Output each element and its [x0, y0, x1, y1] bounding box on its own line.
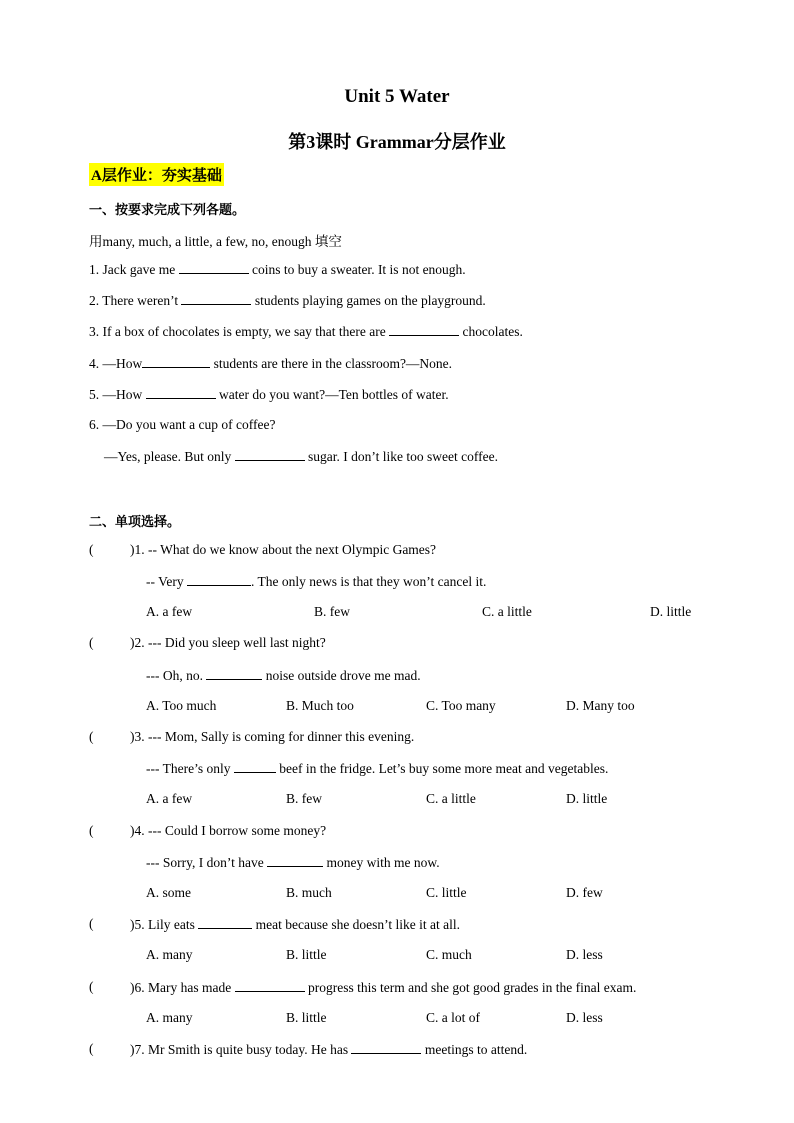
answer-blank[interactable]	[187, 573, 251, 586]
answer-blank[interactable]	[181, 292, 251, 305]
item-text: money with me now.	[323, 855, 440, 870]
option-a[interactable]: A. many	[146, 947, 193, 962]
option-c[interactable]: C. a little	[482, 604, 532, 619]
answer-blank[interactable]	[234, 760, 276, 773]
option-b[interactable]: B. Much too	[286, 698, 354, 713]
answer-blank[interactable]	[235, 979, 305, 992]
item-text: 1. Jack gave me	[89, 262, 179, 277]
question-1: )1. -- What do we know about the next Olympic Games?	[130, 542, 437, 557]
part1-heading: 一、按要求完成下列各题。	[89, 202, 246, 217]
answer-blank[interactable]	[389, 323, 459, 336]
item-text: sugar. I don’t like too sweet coffee.	[304, 449, 498, 464]
level-tag: A层作业：夯实基础	[89, 163, 224, 186]
page-title: Unit 5 Water	[344, 86, 450, 107]
option-b[interactable]: B. few	[314, 604, 350, 619]
item-text: --- Oh, no.	[146, 668, 207, 683]
page-subtitle: 第3课时 Grammar分层作业	[288, 132, 506, 152]
option-b[interactable]: B. little	[286, 947, 327, 962]
item-text: 2. There weren’t	[89, 293, 182, 308]
answer-blank[interactable]	[206, 667, 262, 680]
answer-blank[interactable]	[146, 386, 216, 399]
option-a[interactable]: A. a few	[146, 604, 193, 619]
option-d[interactable]: D. less	[566, 1010, 603, 1025]
question-4: )4. --- Could I borrow some money?	[130, 823, 327, 838]
fill-item-5	[89, 386, 449, 403]
item-text: progress this term and she got good grades in the final exam.	[304, 980, 637, 995]
option-c[interactable]: C. a little	[426, 791, 476, 806]
option-a[interactable]: A. some	[146, 885, 191, 900]
question-3-reply	[146, 760, 608, 777]
answer-blank[interactable]	[142, 355, 210, 368]
option-c[interactable]: C. Too many	[426, 698, 496, 713]
item-text: meetings to attend.	[421, 1042, 528, 1057]
question-6	[130, 979, 636, 996]
item-text: 3. If a box of chocolates is empty, we say that there are	[89, 324, 390, 339]
option-c[interactable]: C. little	[426, 885, 467, 900]
item-text: . The only news is that they won’t cancel it.	[251, 574, 487, 589]
item-text: --- There’s only	[146, 761, 234, 776]
item-text: )5. Lily eats	[130, 917, 199, 932]
answer-blank[interactable]	[179, 261, 249, 274]
option-a[interactable]: A. Too much	[146, 698, 217, 713]
item-text: beef in the fridge. Let’s buy some more meat and vegetables.	[275, 761, 609, 776]
item-text: water do you want?—Ten bottles of water.	[215, 387, 449, 402]
option-a[interactable]: A. a few	[146, 791, 193, 806]
option-b[interactable]: B. little	[286, 1010, 327, 1025]
item-text: coins to buy a sweater. It is not enough.	[248, 262, 466, 277]
item-text: noise outside drove me mad.	[262, 668, 421, 683]
item-text: students are there in the classroom?—None.	[210, 356, 453, 371]
question-3: )3. --- Mom, Sally is coming for dinner this evening.	[130, 729, 415, 744]
option-c[interactable]: C. much	[426, 947, 472, 962]
item-text: 4. —How	[89, 356, 143, 371]
item-text: 5. —How	[89, 387, 146, 402]
option-d[interactable]: D. little	[650, 604, 692, 619]
answer-blank[interactable]	[267, 854, 323, 867]
answer-blank[interactable]	[351, 1041, 421, 1054]
answer-paren[interactable]: (	[89, 979, 94, 994]
item-text: meat because she doesn’t like it at all.	[252, 917, 461, 932]
item-text: students playing games on the playground.	[251, 293, 486, 308]
option-d[interactable]: D. Many too	[566, 698, 635, 713]
option-c[interactable]: C. a lot of	[426, 1010, 480, 1025]
item-text: —Yes, please. But only	[104, 449, 235, 464]
part1-instruction: 用many, much, a little, a few, no, enough 填空	[89, 234, 342, 249]
fill-item-3	[89, 323, 523, 340]
question-5	[130, 916, 460, 933]
option-b[interactable]: B. few	[286, 791, 322, 806]
item-text: )6. Mary has made	[130, 980, 235, 995]
question-2-reply	[146, 667, 421, 684]
question-4-reply	[146, 854, 440, 871]
option-a[interactable]: A. many	[146, 1010, 193, 1025]
answer-paren[interactable]: (	[89, 823, 94, 838]
fill-item-2	[89, 292, 486, 309]
item-text: -- Very	[146, 574, 187, 589]
option-d[interactable]: D. less	[566, 947, 603, 962]
item-text: 6. —Do you want a cup of coffee?	[89, 417, 276, 432]
answer-blank[interactable]	[235, 448, 305, 461]
item-text: )7. Mr Smith is quite busy today. He has	[130, 1042, 352, 1057]
option-d[interactable]: D. few	[566, 885, 603, 900]
fill-item-4	[89, 355, 452, 372]
fill-item-1	[89, 261, 466, 278]
answer-paren[interactable]: (	[89, 916, 94, 931]
option-d[interactable]: D. little	[566, 791, 608, 806]
answer-blank[interactable]	[198, 916, 252, 929]
option-b[interactable]: B. much	[286, 885, 332, 900]
question-7	[130, 1041, 527, 1058]
question-1-reply	[146, 573, 486, 590]
part2-heading: 二、单项选择。	[89, 514, 181, 529]
item-text: chocolates.	[459, 324, 523, 339]
answer-paren[interactable]: (	[89, 729, 94, 744]
fill-item-6-reply	[104, 448, 498, 465]
answer-paren[interactable]: (	[89, 542, 94, 557]
item-text: --- Sorry, I don’t have	[146, 855, 268, 870]
fill-item-6	[89, 417, 275, 433]
question-2: )2. --- Did you sleep well last night?	[130, 635, 326, 650]
answer-paren[interactable]: (	[89, 635, 94, 650]
answer-paren[interactable]: (	[89, 1041, 94, 1056]
